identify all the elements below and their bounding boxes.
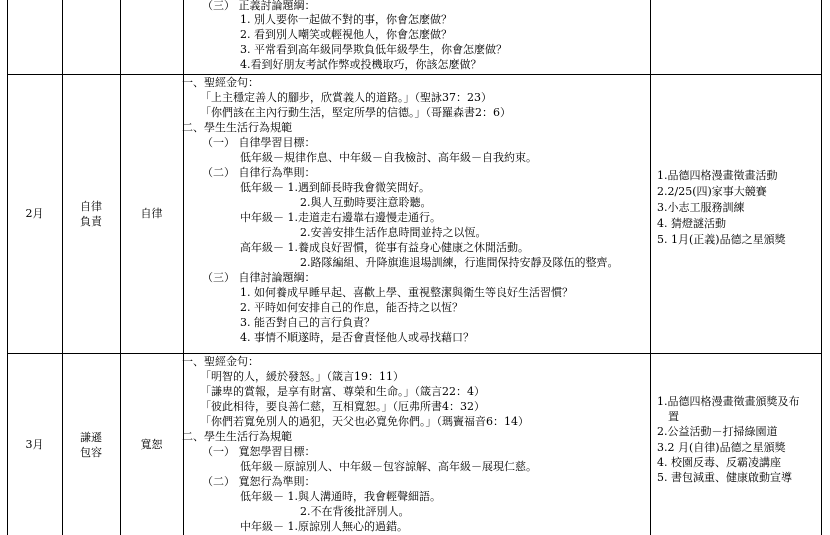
mar-verse-3: 「彼此相待，要良善仁慈，互相寬恕。」（厄弗所書4：32） xyxy=(200,400,485,413)
table-border-right xyxy=(821,0,822,535)
feb-rule-mid-2: 2.安善安排生活作息時間並持之以恆。 xyxy=(300,226,487,239)
feb-activity-3: 3.小志工服務訓練 xyxy=(657,201,745,214)
table-border-left xyxy=(7,0,8,535)
prev-question-2: 2. 看到別人嘲笑或輕視他人，你會怎麼做？ xyxy=(240,28,452,41)
feb-activity-1: 1.品德四格漫畫徵畫活動 xyxy=(657,169,778,182)
feb-rules-title: （二） 自律行為準則： xyxy=(202,166,316,179)
feb-goal-text: 低年級－規律作息、中年級－自我檢討、高年級－自我約束。 xyxy=(240,151,537,164)
row-divider-mar xyxy=(7,353,822,354)
feb-verse-1: 「上主穩定善人的腳步，欣賞義人的道路。」（聖詠37：23） xyxy=(200,91,492,104)
feb-discussion-title: （三） 自律討論題綱： xyxy=(202,271,316,284)
mar-virtue-line1: 謙遜 xyxy=(80,431,102,444)
feb-question-3: 3. 能否對自己的言行負責？ xyxy=(240,316,375,329)
mar-verse-1: 「明智的人，緩於發怒。」（箴言19：11） xyxy=(200,370,404,383)
mar-virtue-line2: 包容 xyxy=(80,446,102,459)
feb-rule-high-1: 高年級－ 1.養成良好習慣，從事有益身心健康之休閒活動。 xyxy=(240,241,529,254)
row-divider-feb xyxy=(7,74,822,75)
feb-question-4: 4. 事情不順遂時，是否會責怪他人或尋找藉口？ xyxy=(240,331,474,344)
mar-goal-title: （一） 寬恕學習目標： xyxy=(202,445,316,458)
mar-heading-norms: 二、學生生活行為規範 xyxy=(182,430,292,443)
feb-activity-5: 5. 1月(正義)品德之星頒獎 xyxy=(657,233,786,246)
mar-activity-1-cont: 置 xyxy=(657,410,679,423)
prev-question-3: 3. 平常看到高年級同學欺負低年級學生，你會怎麼做？ xyxy=(240,43,507,56)
feb-heading-norms: 二、學生生活行為規範 xyxy=(182,121,292,134)
feb-theme: 自律 xyxy=(140,207,163,220)
mar-virtue xyxy=(62,430,120,460)
mar-theme: 寬恕 xyxy=(140,438,163,451)
column-divider-content xyxy=(650,0,651,535)
mar-rule-low-1: 低年級－ 1.與人溝通時，我會輕聲細語。 xyxy=(240,490,441,503)
mar-verse-2: 「謙卑的賞報，是享有財富、尊榮和生命。」（箴言22：4） xyxy=(200,385,485,398)
feb-rule-low-2: 2.與人互動時要注意聆聽。 xyxy=(300,196,432,209)
feb-rule-mid-1: 中年級－ 1.走道走右邊靠右邊慢走通行。 xyxy=(240,211,441,224)
mar-activity-1: 1.品德四格漫畫徵畫頒獎及布 xyxy=(657,395,800,408)
column-divider-virtue xyxy=(120,0,121,535)
feb-virtue-line2: 負責 xyxy=(80,215,102,228)
prev-question-4: 4.看到好朋友考試作弊或投機取巧，你該怎麼做？ xyxy=(240,58,482,71)
mar-rules-title: （二） 寬恕行為準則： xyxy=(202,475,316,488)
feb-verse-2: 「你們該在主內行動生活，堅定所學的信德。」（哥羅森書2：6） xyxy=(200,106,511,119)
feb-virtue xyxy=(62,199,120,229)
mar-month: 3月 xyxy=(25,438,44,451)
mar-activity-2: 2.公益活動－打掃綠園道 xyxy=(657,425,778,438)
prev-discussion-title: （三） 正義討論題綱： xyxy=(202,0,316,12)
mar-verse-4: 「你們若寬免別人的過犯，天父也必寬免你們。」（瑪竇福音6：14） xyxy=(200,415,529,428)
prev-question-1: 1. 別人要你一起做不對的事，你會怎麼做？ xyxy=(240,13,452,26)
mar-rule-low-2: 2.不在背後批評別人。 xyxy=(300,505,410,518)
feb-rule-low-1: 低年級－ 1.遇到師長時我會微笑問好。 xyxy=(240,181,430,194)
feb-question-2: 2. 平時如何安排自己的作息，能否持之以恆？ xyxy=(240,301,463,314)
curriculum-table xyxy=(7,0,822,535)
feb-heading-verses: 一、聖經金句： xyxy=(182,76,259,89)
mar-activity-5: 5. 書包減重、健康啟動宣導 xyxy=(657,471,792,484)
mar-heading-verses: 一、聖經金句： xyxy=(182,355,259,368)
feb-activity-4: 4. 猜燈謎活動 xyxy=(657,217,726,230)
mar-goal-text: 低年級－原諒別人、中年級－包容諒解、高年級－展現仁慈。 xyxy=(240,460,537,473)
feb-activity-2: 2.2/25(四)家事大競賽 xyxy=(657,185,767,198)
feb-rule-high-2: 2.路隊編組、升降旗進退場訓練，行進間保持安靜及隊伍的整齊。 xyxy=(300,256,619,269)
feb-virtue-line1: 自律 xyxy=(80,200,102,213)
feb-goal-title: （一） 自律學習目標： xyxy=(202,136,316,149)
feb-question-1: 1. 如何養成早睡早起、喜歡上學、重視整潔與衛生等良好生活習慣？ xyxy=(240,286,573,299)
feb-month: 2月 xyxy=(25,207,44,220)
mar-activity-4: 4. 校園反毒、反霸凌講座 xyxy=(657,456,781,469)
mar-activity-3: 3.2 月(自律)品德之星頒獎 xyxy=(657,441,786,454)
mar-rule-mid-1: 中年級－ 1.原諒別人無心的過錯。 xyxy=(240,520,408,533)
